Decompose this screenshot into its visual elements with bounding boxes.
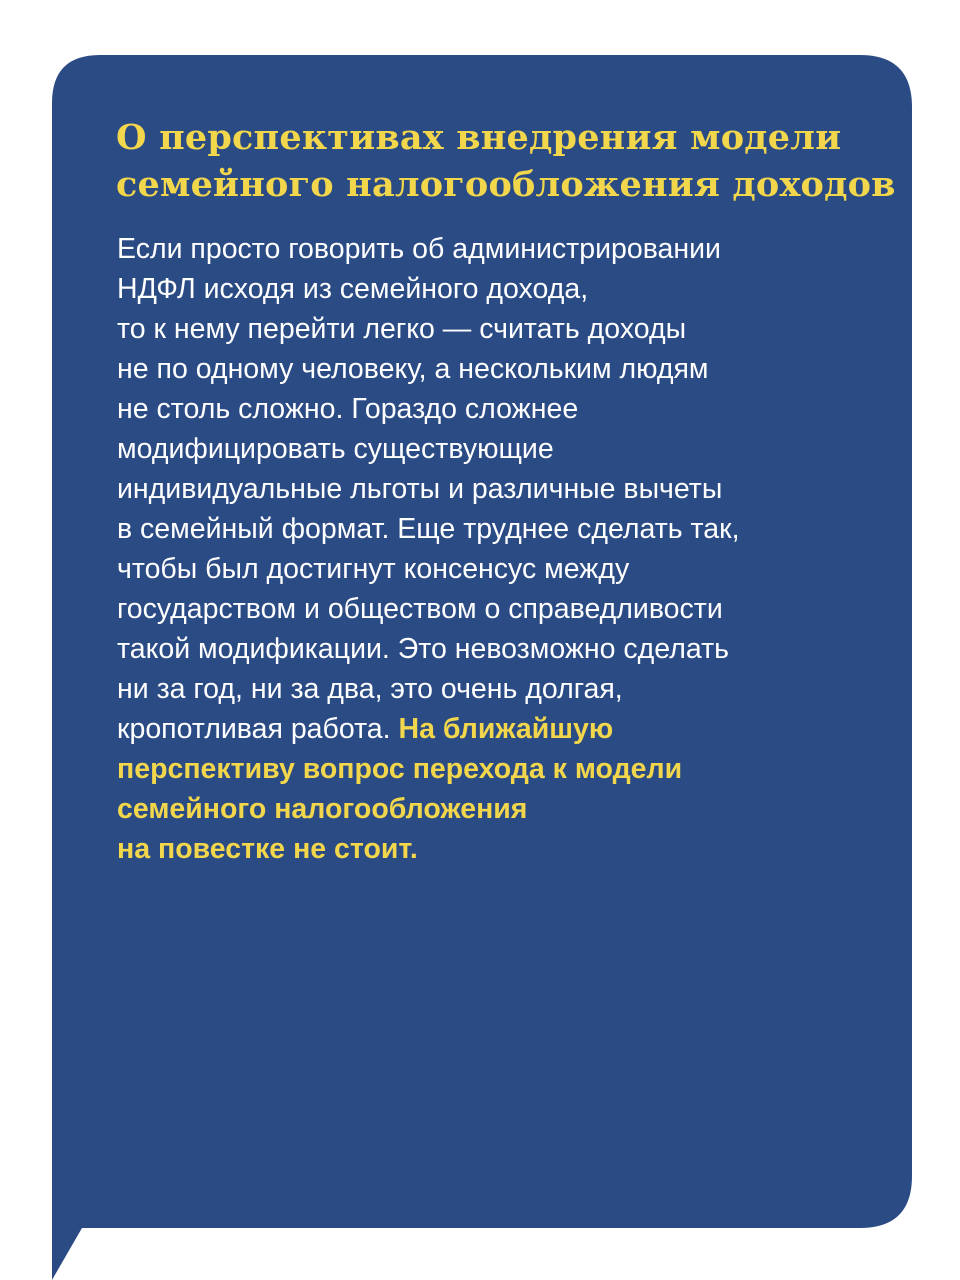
highlight-line: семейного налогообложения	[117, 793, 528, 825]
body-line: Если просто говорить об администрировании	[117, 233, 721, 265]
body-line: не по одному человеку, а нескольким людям	[117, 353, 709, 385]
body-line: чтобы был достигнут консенсус между	[117, 553, 630, 585]
body-line: модифицировать существующие	[117, 433, 554, 465]
title-line-1: О перспективах внедрения модели	[116, 117, 842, 158]
highlight-line: перспективу вопрос перехода к модели	[117, 753, 683, 785]
highlight-text: На ближайшую	[398, 713, 614, 745]
card-title	[116, 114, 906, 208]
body-line: индивидуальные льготы и различные вычеты	[117, 473, 723, 505]
body-line: не столь сложно. Гораздо сложнее	[117, 393, 579, 425]
title-line-2: семейного налогообложения доходов	[116, 164, 896, 205]
body-line-mixed	[117, 709, 877, 749]
body-line: такой модификации. Это невозможно сделать	[117, 633, 729, 665]
body-line-plain-part: кропотливая работа.	[117, 713, 399, 745]
quote-text	[117, 229, 877, 869]
highlight-line: на повестке не стоит.	[117, 833, 418, 865]
body-line: то к нему перейти легко — считать доходы	[117, 313, 687, 345]
body-line: государством и обществом о справедливости	[117, 593, 723, 625]
body-line: ни за год, ни за два, это очень долгая,	[117, 673, 623, 705]
body-line: в семейный формат. Еще труднее сделать так,	[117, 513, 740, 545]
body-line: НДФЛ исходя из семейного дохода,	[117, 273, 589, 305]
